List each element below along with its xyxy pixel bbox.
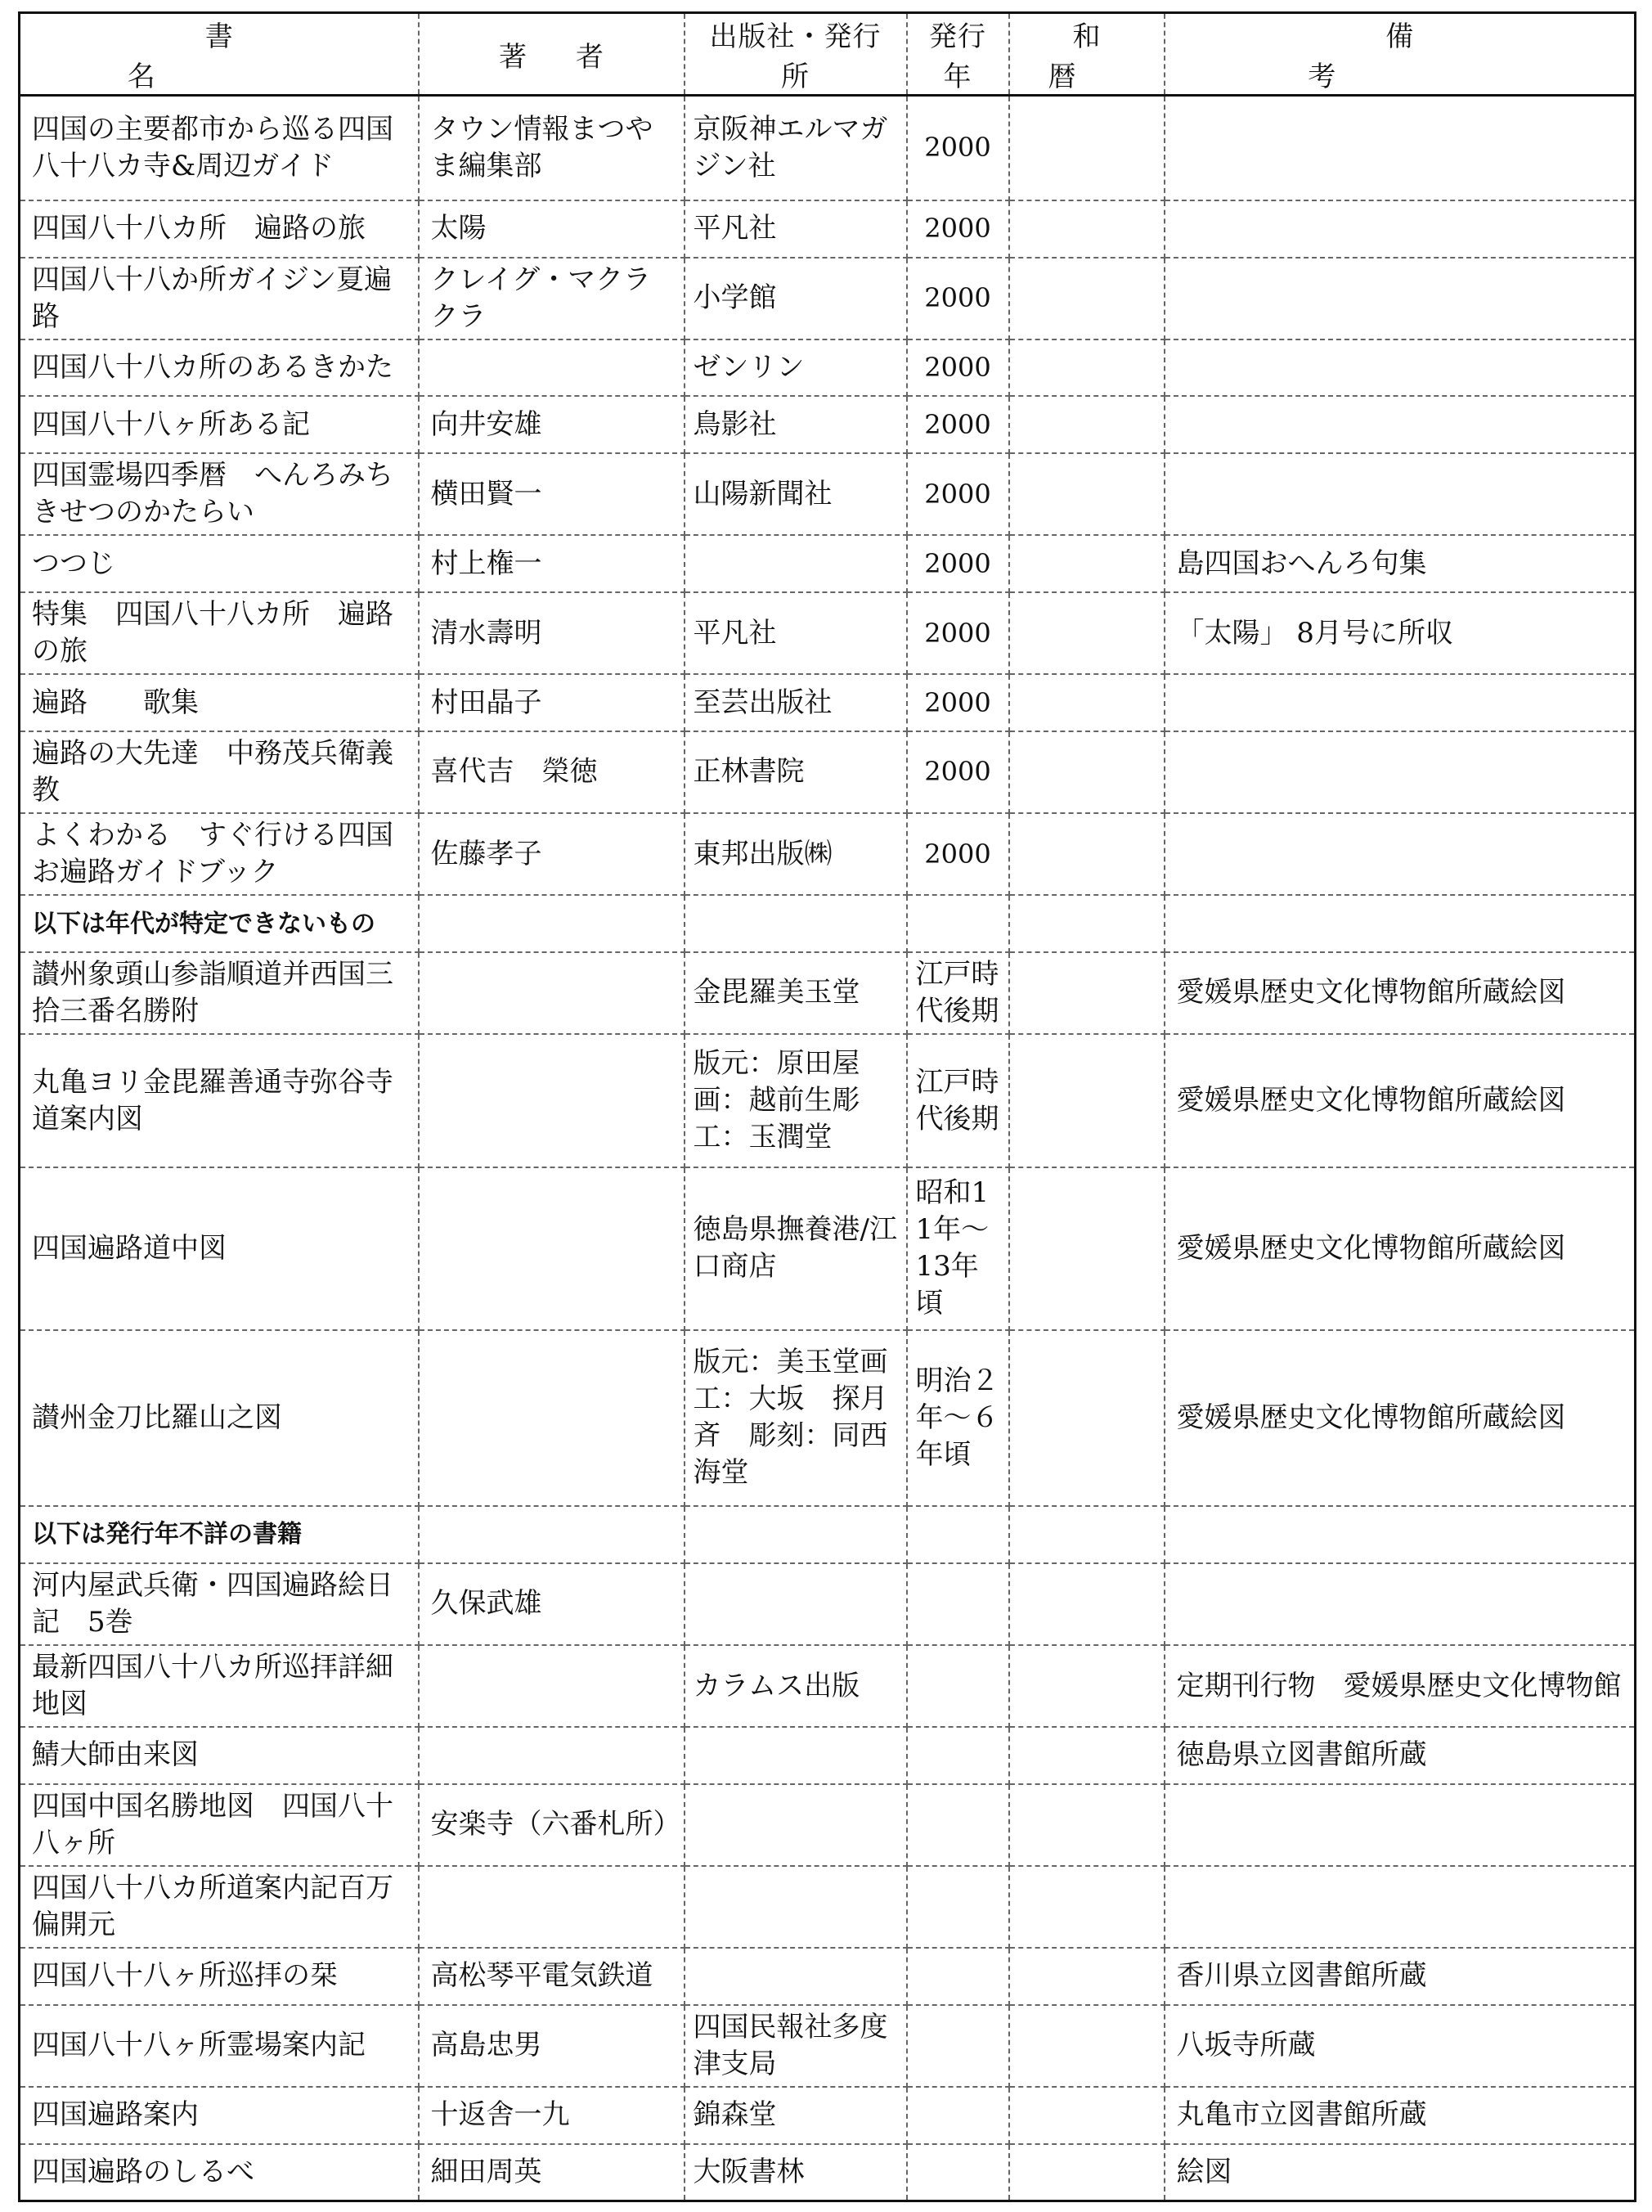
table-body <box>20 96 1636 2201</box>
book-row <box>20 1330 1636 1507</box>
title-cell: 四国八十八か所ガイジン夏遍路 <box>20 258 419 339</box>
note-cell <box>1165 96 1636 200</box>
book-row <box>20 1167 1636 1329</box>
title-cell: 河内屋武兵衛・四国遍路絵日記 5巻 <box>20 1563 419 1645</box>
year-cell: 2000 <box>907 674 1009 731</box>
publisher-cell: 大阪書林 <box>685 2144 907 2201</box>
title-cell: 讃州金刀比羅山之図 <box>20 1330 419 1507</box>
publisher-cell <box>685 535 907 592</box>
book-row <box>20 813 1636 895</box>
era-cell <box>1009 535 1165 592</box>
book-row <box>20 1645 1636 1727</box>
book-row <box>20 1563 1636 1645</box>
publisher-cell: 版元：原田屋画：越前生彫工：玉潤堂 <box>685 1034 907 1167</box>
author-cell: 横田賢一 <box>419 453 685 535</box>
publisher-cell: 平凡社 <box>685 200 907 258</box>
year-cell: 2000 <box>907 592 1009 674</box>
book-row <box>20 1034 1636 1167</box>
author-cell: 安楽寺（六番札所） <box>419 1784 685 1866</box>
author-cell: 村田晶子 <box>419 674 685 731</box>
note-cell <box>1165 339 1636 397</box>
author-cell <box>419 1167 685 1329</box>
book-row <box>20 674 1636 731</box>
year-cell: 2000 <box>907 453 1009 535</box>
title-cell: 丸亀ヨリ金毘羅善通寺弥谷寺道案内図 <box>20 1034 419 1167</box>
publisher-cell: 版元：美玉堂画工：大坂 探月斉 彫刻：同西海堂 <box>685 1330 907 1507</box>
book-row <box>20 258 1636 339</box>
year-cell <box>907 1948 1009 2005</box>
title-cell: 四国遍路道中図 <box>20 1167 419 1329</box>
title-cell: 四国八十八カ所道案内記百万偏開元 <box>20 1866 419 1948</box>
author-cell: 高島忠男 <box>419 2005 685 2087</box>
note-cell <box>1165 1784 1636 1866</box>
year-cell: 明治２年～６年頃 <box>907 1330 1009 1507</box>
publisher-cell: 徳島県撫養港/江口商店 <box>685 1167 907 1329</box>
era-cell <box>1009 1645 1165 1727</box>
era-cell <box>1009 1330 1165 1507</box>
note-cell <box>1165 200 1636 258</box>
section-label: 以下は年代が特定できないもの <box>20 895 419 952</box>
era-cell <box>1009 453 1165 535</box>
author-cell <box>419 1866 685 1948</box>
book-row <box>20 2144 1636 2201</box>
author-cell <box>419 339 685 397</box>
author-cell: クレイグ・マクラクラ <box>419 258 685 339</box>
publisher-cell: 東邦出版㈱ <box>685 813 907 895</box>
title-cell: 遍路の大先達 中務茂兵衛義教 <box>20 731 419 813</box>
year-cell: 2000 <box>907 535 1009 592</box>
year-cell: 昭和11年～13年頃 <box>907 1167 1009 1329</box>
publisher-cell: 平凡社 <box>685 592 907 674</box>
note-cell: 「太陽」 8月号に所収 <box>1165 592 1636 674</box>
empty-cell <box>1165 895 1636 952</box>
era-cell <box>1009 731 1165 813</box>
header-era: 和暦 <box>1009 13 1165 96</box>
era-cell <box>1009 813 1165 895</box>
year-cell <box>907 1727 1009 1784</box>
empty-cell <box>1165 1506 1636 1563</box>
header-title: 書名 <box>20 13 419 96</box>
era-cell <box>1009 2144 1165 2201</box>
book-row <box>20 952 1636 1034</box>
publisher-cell: 正林書院 <box>685 731 907 813</box>
book-row <box>20 1784 1636 1866</box>
author-cell <box>419 952 685 1034</box>
title-cell: 四国遍路のしるべ <box>20 2144 419 2201</box>
header-year: 発行年 <box>907 13 1009 96</box>
publisher-cell: 四国民報社多度津支局 <box>685 2005 907 2087</box>
note-cell: 島四国おへんろ句集 <box>1165 535 1636 592</box>
publisher-cell <box>685 1784 907 1866</box>
title-cell: よくわかる すぐ行ける四国お遍路ガイドブック <box>20 813 419 895</box>
publisher-cell: 山陽新聞社 <box>685 453 907 535</box>
era-cell <box>1009 339 1165 397</box>
era-cell <box>1009 2005 1165 2087</box>
empty-cell <box>907 1506 1009 1563</box>
empty-cell <box>685 1506 907 1563</box>
book-list-sheet <box>18 11 1634 2202</box>
title-cell: つつじ <box>20 535 419 592</box>
book-row <box>20 1866 1636 1948</box>
note-cell: 愛媛県歴史文化博物館所蔵絵図 <box>1165 952 1636 1034</box>
year-cell: 江戸時代後期 <box>907 1034 1009 1167</box>
empty-cell <box>1009 1506 1165 1563</box>
empty-cell <box>419 1506 685 1563</box>
publisher-cell: 金毘羅美玉堂 <box>685 952 907 1034</box>
era-cell <box>1009 1784 1165 1866</box>
note-cell <box>1165 453 1636 535</box>
note-cell <box>1165 396 1636 453</box>
book-row <box>20 2005 1636 2087</box>
note-cell <box>1165 1563 1636 1645</box>
note-cell: 八坂寺所蔵 <box>1165 2005 1636 2087</box>
publisher-cell: カラムス出版 <box>685 1645 907 1727</box>
book-row <box>20 396 1636 453</box>
author-cell <box>419 1330 685 1507</box>
author-cell <box>419 1034 685 1167</box>
year-cell <box>907 2005 1009 2087</box>
note-cell: 丸亀市立図書館所蔵 <box>1165 2087 1636 2144</box>
title-cell: 最新四国八十八カ所巡拝詳細地図 <box>20 1645 419 1727</box>
author-cell: 清水壽明 <box>419 592 685 674</box>
book-row <box>20 1727 1636 1784</box>
era-cell <box>1009 200 1165 258</box>
publisher-cell: 小学館 <box>685 258 907 339</box>
publisher-cell: 鳥影社 <box>685 396 907 453</box>
year-cell: 2000 <box>907 813 1009 895</box>
empty-cell <box>907 895 1009 952</box>
title-cell: 鯖大師由来図 <box>20 1727 419 1784</box>
book-row <box>20 592 1636 674</box>
title-cell: 四国霊場四季暦 へんろみち きせつのかたらい <box>20 453 419 535</box>
era-cell <box>1009 1948 1165 2005</box>
author-cell <box>419 1645 685 1727</box>
year-cell: 2000 <box>907 200 1009 258</box>
title-cell: 四国の主要都市から巡る四国八十八カ寺&周辺ガイド <box>20 96 419 200</box>
note-cell: 定期刊行物 愛媛県歴史文化博物館 <box>1165 1645 1636 1727</box>
era-cell <box>1009 2087 1165 2144</box>
year-cell <box>907 1784 1009 1866</box>
note-cell <box>1165 258 1636 339</box>
note-cell <box>1165 731 1636 813</box>
year-cell <box>907 1563 1009 1645</box>
note-cell: 愛媛県歴史文化博物館所蔵絵図 <box>1165 1167 1636 1329</box>
author-cell: タウン情報まつやま編集部 <box>419 96 685 200</box>
title-cell: 特集 四国八十八カ所 遍路の旅 <box>20 592 419 674</box>
book-list-table <box>18 11 1636 2202</box>
note-cell: 香川県立図書館所蔵 <box>1165 1948 1636 2005</box>
year-cell <box>907 1866 1009 1948</box>
publisher-cell <box>685 1948 907 2005</box>
publisher-cell <box>685 1727 907 1784</box>
year-cell: 2000 <box>907 339 1009 397</box>
title-cell: 讃州象頭山参詣順道并西国三拾三番名勝附 <box>20 952 419 1034</box>
year-cell: 2000 <box>907 396 1009 453</box>
author-cell: 細田周英 <box>419 2144 685 2201</box>
note-cell: 愛媛県歴史文化博物館所蔵絵図 <box>1165 1330 1636 1507</box>
era-cell <box>1009 1563 1165 1645</box>
empty-cell <box>419 895 685 952</box>
publisher-cell <box>685 1563 907 1645</box>
header-row <box>20 13 1636 96</box>
book-row <box>20 2087 1636 2144</box>
author-cell: 久保武雄 <box>419 1563 685 1645</box>
empty-cell <box>1009 895 1165 952</box>
header-author: 著者 <box>419 13 685 96</box>
era-cell <box>1009 96 1165 200</box>
author-cell: 佐藤孝子 <box>419 813 685 895</box>
section-row <box>20 1506 1636 1563</box>
era-cell <box>1009 592 1165 674</box>
year-cell <box>907 2087 1009 2144</box>
header-note: 備考 <box>1165 13 1636 96</box>
note-cell <box>1165 674 1636 731</box>
book-row <box>20 1948 1636 2005</box>
era-cell <box>1009 1167 1165 1329</box>
note-cell: 愛媛県歴史文化博物館所蔵絵図 <box>1165 1034 1636 1167</box>
section-row <box>20 895 1636 952</box>
title-cell: 四国中国名勝地図 四国八十八ヶ所 <box>20 1784 419 1866</box>
title-cell: 四国八十八カ所のあるきかた <box>20 339 419 397</box>
year-cell: 2000 <box>907 96 1009 200</box>
publisher-cell: 錦森堂 <box>685 2087 907 2144</box>
header-publisher: 出版社・発行所 <box>685 13 907 96</box>
author-cell: 向井安雄 <box>419 396 685 453</box>
year-cell: 2000 <box>907 258 1009 339</box>
year-cell <box>907 2144 1009 2201</box>
era-cell <box>1009 258 1165 339</box>
book-row <box>20 96 1636 200</box>
era-cell <box>1009 952 1165 1034</box>
note-cell <box>1165 813 1636 895</box>
author-cell: 十返舎一九 <box>419 2087 685 2144</box>
author-cell <box>419 1727 685 1784</box>
year-cell: 2000 <box>907 731 1009 813</box>
author-cell: 喜代吉 榮徳 <box>419 731 685 813</box>
section-label: 以下は発行年不詳の書籍 <box>20 1506 419 1563</box>
book-row <box>20 339 1636 397</box>
era-cell <box>1009 674 1165 731</box>
era-cell <box>1009 1727 1165 1784</box>
era-cell <box>1009 396 1165 453</box>
year-cell: 江戸時代後期 <box>907 952 1009 1034</box>
title-cell: 遍路 歌集 <box>20 674 419 731</box>
note-cell: 絵図 <box>1176 2155 1232 2188</box>
publisher-cell: 至芸出版社 <box>685 674 907 731</box>
note-cell <box>1165 1866 1636 1948</box>
era-cell <box>1009 1866 1165 1948</box>
publisher-cell: ゼンリン <box>685 339 907 397</box>
author-cell: 村上権一 <box>419 535 685 592</box>
empty-cell <box>685 895 907 952</box>
title-cell: 四国遍路案内 <box>20 2087 419 2144</box>
title-cell: 四国八十八ヶ所霊場案内記 <box>20 2005 419 2087</box>
note-cell: 徳島県立図書館所蔵 <box>1165 1727 1636 1784</box>
book-row <box>20 200 1636 258</box>
title-cell: 四国八十八カ所 遍路の旅 <box>20 200 419 258</box>
book-row <box>20 731 1636 813</box>
author-cell: 太陽 <box>419 200 685 258</box>
author-cell: 高松琴平電気鉄道 <box>419 1948 685 2005</box>
book-row <box>20 535 1636 592</box>
book-row <box>20 453 1636 535</box>
publisher-cell <box>685 1866 907 1948</box>
publisher-cell: 京阪神エルマガジン社 <box>685 96 907 200</box>
title-cell: 四国八十八ヶ所巡拝の栞 <box>20 1948 419 2005</box>
title-cell: 四国八十八ヶ所ある記 <box>20 396 419 453</box>
year-cell <box>907 1645 1009 1727</box>
era-cell <box>1009 1034 1165 1167</box>
